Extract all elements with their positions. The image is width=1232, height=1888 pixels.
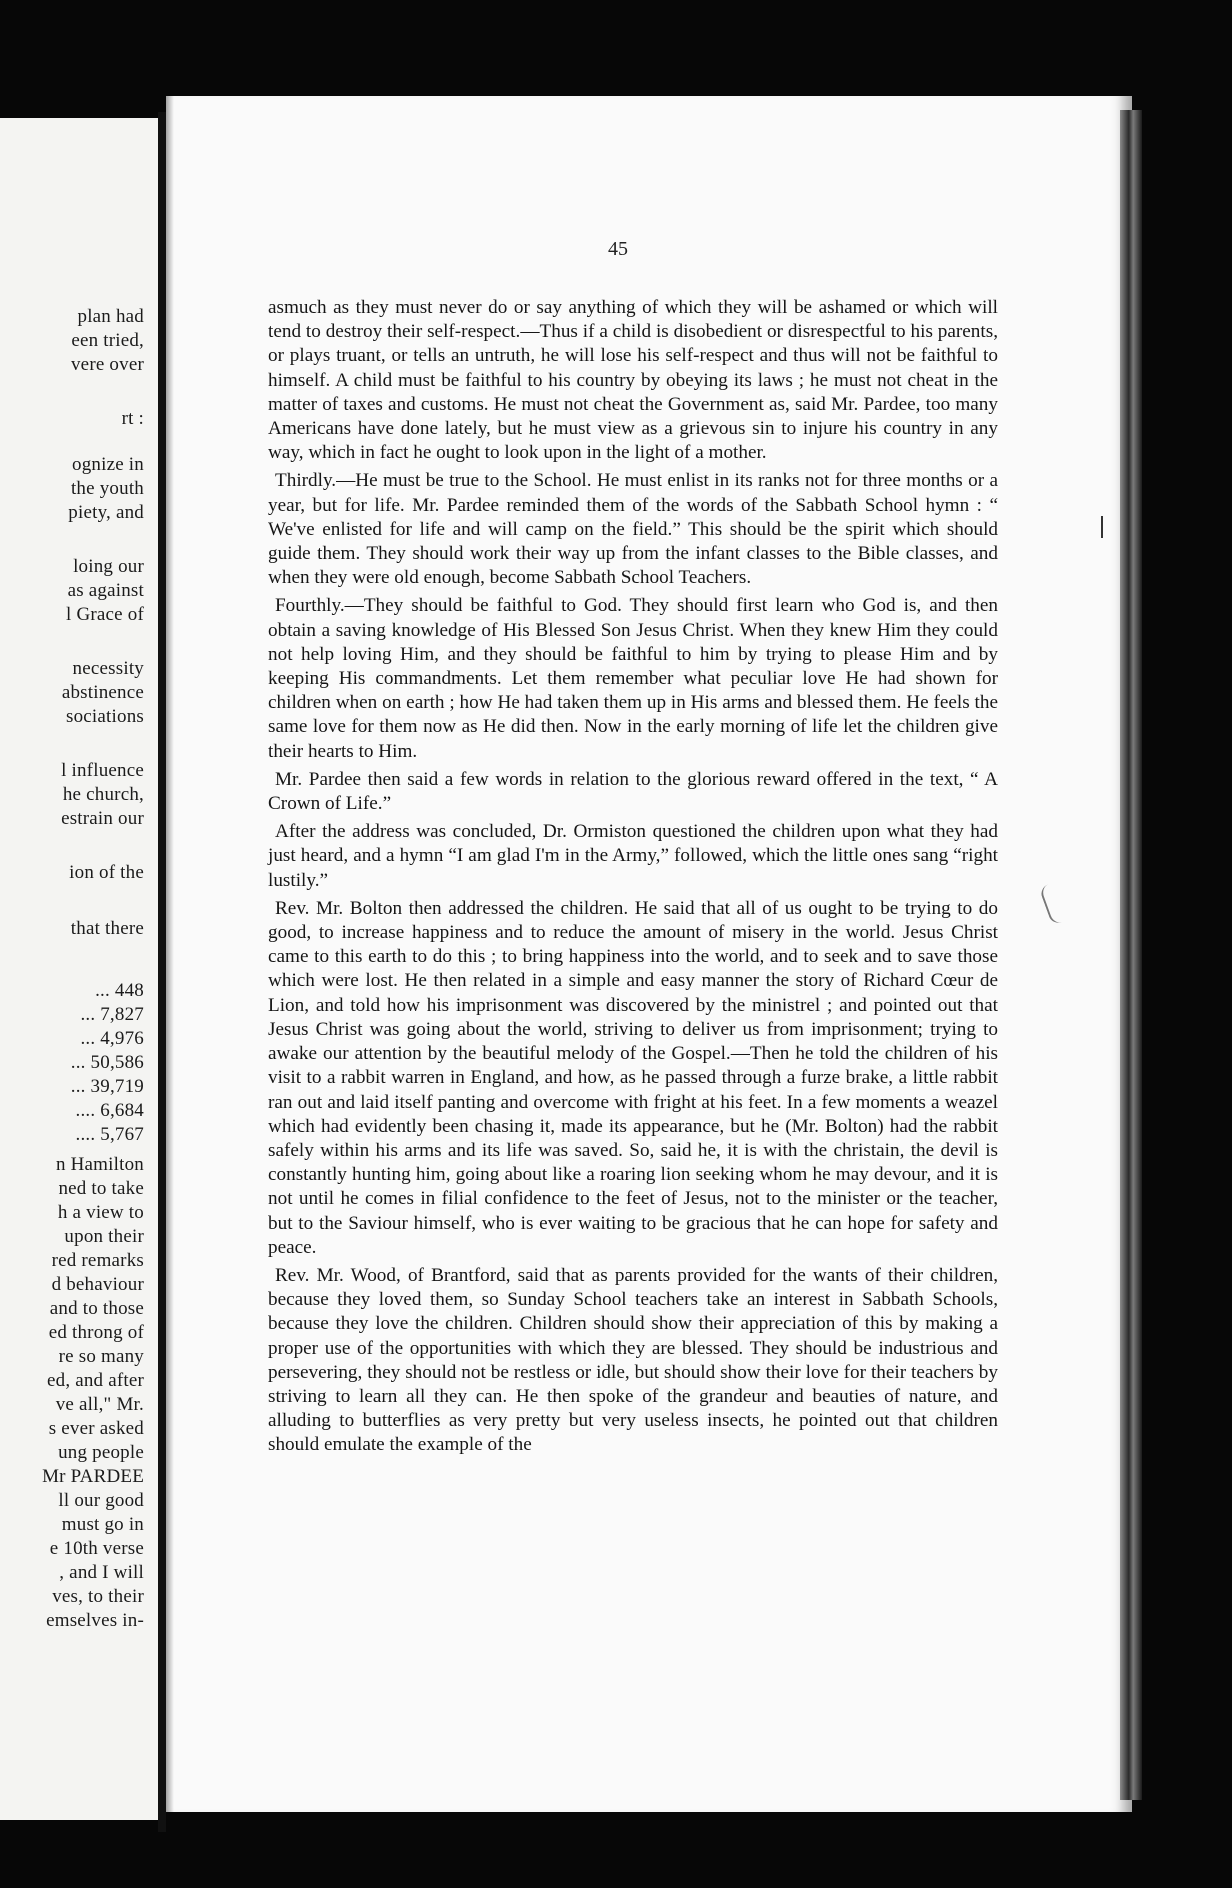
left-page-line: must go in xyxy=(61,1514,144,1535)
left-page-line: plan had xyxy=(77,306,144,327)
left-page-line: the youth xyxy=(70,478,144,499)
left-page-line: piety, and xyxy=(68,502,144,523)
left-page-line: ung people xyxy=(58,1442,144,1463)
paragraph: Mr. Pardee then said a few words in relation to the glorious reward offered in the text, “ A Crown of Life.” xyxy=(268,768,998,815)
paragraph: Fourthly.—They should be faithful to God. They should first learn who God is, and then obtain a saving knowledge of His Blessed Son Jesus Christ. When they knew Him they could not help loving Him, and they should be faithful to him by trying to please Him and by keeping His commandments. Let them remember what peculiar love He had shown for children when on earth ; how He had taken them up in His arms and blessed them. He feels the same love for them now as He did then. Now in the early morning of life let the children give their hearts to Him. xyxy=(268,595,998,762)
left-page-line: d behaviour xyxy=(51,1274,144,1295)
paragraph: asmuch as they must never do or say anything of which they will be ashamed or which will tend to destroy their self-respect.—Thus if a child is disobedient or disrespectful to his parents, or plays truant, or tells an untruth, he will lose his self-respect and thus will not be faithful to himself. A child must be faithful to his country by obeying its laws ; he must not cheat in the matter of taxes and customs. He must not cheat the Government as, said Mr. Pardee, too many Americans have done lately, but he must view as a grievous sin to injure his country in any way, which in fact he ought to look upon in the light of a mother. xyxy=(268,297,998,464)
book-gutter xyxy=(158,112,166,1832)
left-page-line: een tried, xyxy=(71,330,144,351)
left-page-line: e 10th verse xyxy=(49,1538,144,1559)
left-page-line: red remarks xyxy=(51,1250,144,1271)
paragraph: After the address was concluded, Dr. Ormiston questioned the children upon what they had just heard, and a hymn “I am glad I'm in the Army,” followed, which the little ones sang “right lustily.” xyxy=(268,821,998,891)
left-page-line: ... 4,976 xyxy=(80,1028,144,1049)
left-page-line: .... 6,684 xyxy=(75,1100,144,1121)
left-page-line: vere over xyxy=(70,354,144,375)
left-page-line: he church, xyxy=(62,784,144,805)
left-page-fragment xyxy=(0,118,158,1820)
left-page-line: , and I will xyxy=(59,1562,144,1583)
left-page-line: l influence xyxy=(61,760,144,781)
left-page-line: re so many xyxy=(58,1346,144,1367)
left-page-line: upon their xyxy=(64,1226,144,1247)
left-page-line: estrain our xyxy=(61,808,144,829)
left-page-line: necessity xyxy=(72,658,144,679)
left-page-line: ed throng of xyxy=(48,1322,144,1343)
paragraph: Rev. Mr. Wood, of Brantford, said that as parents provided for the wants of their children, because they loved them, so Sunday School teachers take an interest in Sabbath Schools, because they love the children. Children should show their appreciation of this by making a proper use of the opportunities with which they are blessed. They should be industrious and persevering, they should not be restless or idle, but should show their love for their teachers by striving to learn all they can. He then spoke of the grandeur and beauties of nature, and alluding to butterflies as very pretty but very useless insects, he pointed out that children should emulate the example of the xyxy=(268,1264,998,1456)
left-page-line: ves, to their xyxy=(52,1586,144,1607)
left-page-line: ... 448 xyxy=(95,980,144,1001)
left-page-line: .... 5,767 xyxy=(75,1124,144,1145)
page-number: 45 xyxy=(608,238,628,260)
left-page-line: Mr PARDEE xyxy=(42,1466,144,1487)
left-page-line: abstinence xyxy=(61,682,144,703)
left-page-line: and to those xyxy=(49,1298,144,1319)
left-page-line: loing our xyxy=(73,556,144,577)
paragraph: Thirdly.—He must be true to the School. He must enlist in its ranks not for three months or a year, but for life. Mr. Pardee reminded them of the words of the Sabbath School hymn : “ We've enlisted for life and will camp on the field.” This should be the spirit which should guide them. They should work their way up from the infant classes to the Bible classes, and when they were old enough, become Sabbath School Teachers. xyxy=(268,470,998,589)
left-page-line: sociations xyxy=(66,706,144,727)
left-page-line: ion of the xyxy=(69,862,144,883)
left-page-line: l Grace of xyxy=(66,604,144,625)
left-page-line: ve all," Mr. xyxy=(55,1394,144,1415)
left-page-line: ognize in xyxy=(72,454,144,475)
left-page-line: n Hamilton xyxy=(55,1154,144,1175)
left-page-line: ... 39,719 xyxy=(70,1076,144,1097)
fold-shadow xyxy=(166,96,174,1812)
margin-mark xyxy=(1101,516,1103,538)
left-page-line: ... 50,586 xyxy=(70,1052,144,1073)
left-page-line: rt : xyxy=(121,408,144,429)
left-page-line: s ever asked xyxy=(48,1418,144,1439)
left-page-line: h a view to xyxy=(57,1202,144,1223)
left-page-line: as against xyxy=(67,580,144,601)
left-page-line: that there xyxy=(70,918,144,939)
page-edge xyxy=(1120,110,1142,1800)
left-page-line: emselves in- xyxy=(46,1610,144,1631)
page-body xyxy=(268,296,998,1462)
left-page-line: ed, and after xyxy=(46,1370,144,1391)
paragraph: Rev. Mr. Bolton then addressed the children. He said that all of us ought to be trying to do good, to increase happiness and to reduce the amount of misery in the world. Jesus Christ came to this earth to do this ; to bring happiness into the world, and to seek and to save those which were lost. He then related in a simple and easy manner the story of Richard Cœur de Lion, and told how his imprisonment was discovered by the ministrel ; and pointed out that Jesus Christ was going about the world, striving to deliver us from imprisonment; trying to awake our attention by the beautiful melody of the Gospel.—Then he told the children of his visit to a rabbit warren in England, and how, as he passed through a furze brake, a little rabbit ran out and laid itself panting and overcome with fright at his feet. In a few moments a weazel which had evidently been chasing it, made its appearance, but he (Mr. Bolton) had the rabbit safely within his arms and its life was saved. So, said he, it is with the christain, the devil is constantly hunting him, going about like a roaring lion seeking whom he may devour, and it is not until he comes in filial confidence to the feet of Jesus, not to the minister or the teacher, but to the Saviour himself, who is ever waiting to be gracious that he can hope for safety and peace. xyxy=(268,897,998,1258)
left-page-line: ll our good xyxy=(58,1490,144,1511)
left-page-line: ned to take xyxy=(58,1178,144,1199)
left-page-line: ... 7,827 xyxy=(80,1004,144,1025)
